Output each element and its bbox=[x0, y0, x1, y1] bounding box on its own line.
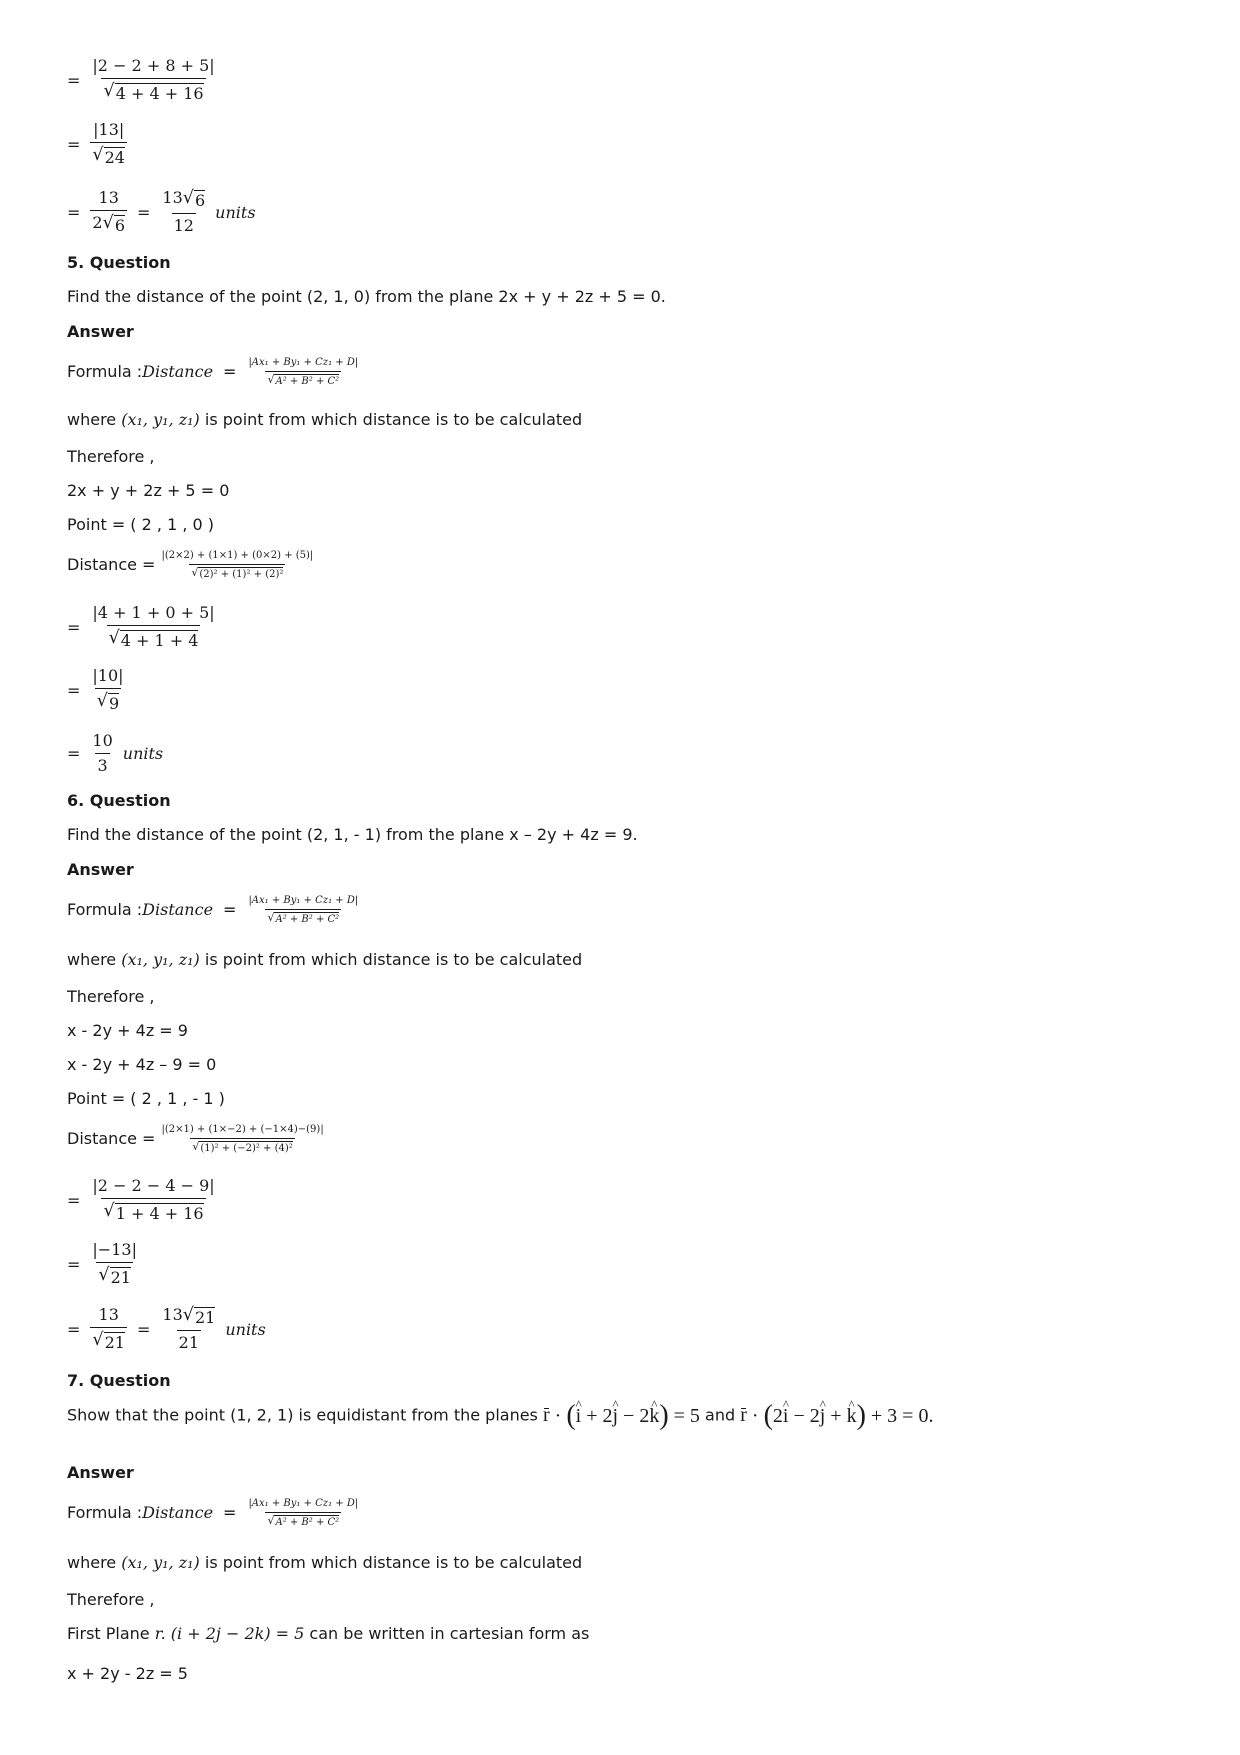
answer-heading: Answer bbox=[67, 860, 134, 879]
sqrt-expr: √ 4 + 4 + 16 bbox=[103, 81, 204, 103]
step-fraction-2: = |13| √ 24 bbox=[67, 120, 125, 167]
step-fraction-3: = 13 2 √ 6 = 13 √ 6 12 units bbox=[67, 188, 256, 235]
question-text: Show that the point (1, 2, 1) is equidistant from the planes r · (^ i + 2^ j − 2^ k) = 5 and r · (2^ i − 2^ j + ^ k) + 3 = 0. bbox=[67, 1402, 933, 1430]
question-heading: 5. Question bbox=[67, 253, 171, 272]
where-line: where (x₁, y₁, z₁) is point from which distance is to be calculated bbox=[67, 1553, 583, 1572]
step-fraction-2: = |−13| √ 21 bbox=[67, 1240, 137, 1287]
distance-line: Distance = |(2×1) + (1×−2) + (−1×4)−(9)| √ (1)² + (−2)² + (4)² bbox=[67, 1124, 324, 1154]
point-line: Point = ( 2 , 1 , - 1 ) bbox=[67, 1089, 225, 1108]
therefore-line: Therefore , bbox=[67, 987, 155, 1006]
plane-equation-rearranged: x - 2y + 4z – 9 = 0 bbox=[67, 1055, 217, 1074]
point-line: Point = ( 2 , 1 , 0 ) bbox=[67, 515, 215, 534]
distance-line: Distance = |(2×2) + (1×1) + (0×2) + (5)| √ (2)² + (1)² + (2)² bbox=[67, 550, 314, 580]
formula-line: Formula : Distance = |Ax₁ + By₁ + Cz₁ + D| √ A² + B² + C² bbox=[67, 895, 359, 925]
step-fraction-1: = |2 − 2 + 8 + 5| √ 4 + 4 + 16 bbox=[67, 56, 215, 103]
therefore-line: Therefore , bbox=[67, 447, 155, 466]
question-text: Find the distance of the point (2, 1, 0) from the plane 2x + y + 2z + 5 = 0. bbox=[67, 287, 666, 306]
step-fraction-2: = |10| √ 9 bbox=[67, 666, 124, 713]
step-fraction-1: = |4 + 1 + 0 + 5| √ 4 + 1 + 4 bbox=[67, 603, 215, 650]
formula-line: Formula : Distance = |Ax₁ + By₁ + Cz₁ + D| √ A² + B² + C² bbox=[67, 357, 359, 387]
step-fraction-3: = 13 √ 21 = 13 √ 21 21 units bbox=[67, 1305, 266, 1352]
question-heading: 6. Question bbox=[67, 791, 171, 810]
where-line: where (x₁, y₁, z₁) is point from which distance is to be calculated bbox=[67, 410, 583, 429]
units-label: units bbox=[215, 202, 256, 222]
step-fraction-1: = |2 − 2 − 4 − 9| √ 1 + 4 + 16 bbox=[67, 1176, 215, 1223]
answer-heading: Answer bbox=[67, 1463, 134, 1482]
units-label: units bbox=[225, 1319, 266, 1339]
cartesian-equation: x + 2y - 2z = 5 bbox=[67, 1664, 188, 1683]
where-line: where (x₁, y₁, z₁) is point from which distance is to be calculated bbox=[67, 950, 583, 969]
step-fraction-3: = $\frac{10}{3}$ units bbox=[67, 731, 164, 775]
question-heading: 7. Question bbox=[67, 1371, 171, 1390]
formula-line: Formula : Distance = |Ax₁ + By₁ + Cz₁ + D| √ A² + B² + C² bbox=[67, 1498, 359, 1528]
question-text: Find the distance of the point (2, 1, - 1) from the plane x – 2y + 4z = 9. bbox=[67, 825, 638, 844]
therefore-line: Therefore , bbox=[67, 1590, 155, 1609]
units-label: units bbox=[122, 744, 164, 763]
plane-equation: x - 2y + 4z = 9 bbox=[67, 1021, 188, 1040]
plane-equation: 2x + y + 2z + 5 = 0 bbox=[67, 481, 230, 500]
answer-heading: Answer bbox=[67, 322, 134, 341]
first-plane-line: First Plane r. (i + 2j − 2k) = 5 can be written in cartesian form as bbox=[67, 1624, 590, 1643]
numerator: |2 − 2 + 8 + 5| bbox=[92, 56, 215, 75]
